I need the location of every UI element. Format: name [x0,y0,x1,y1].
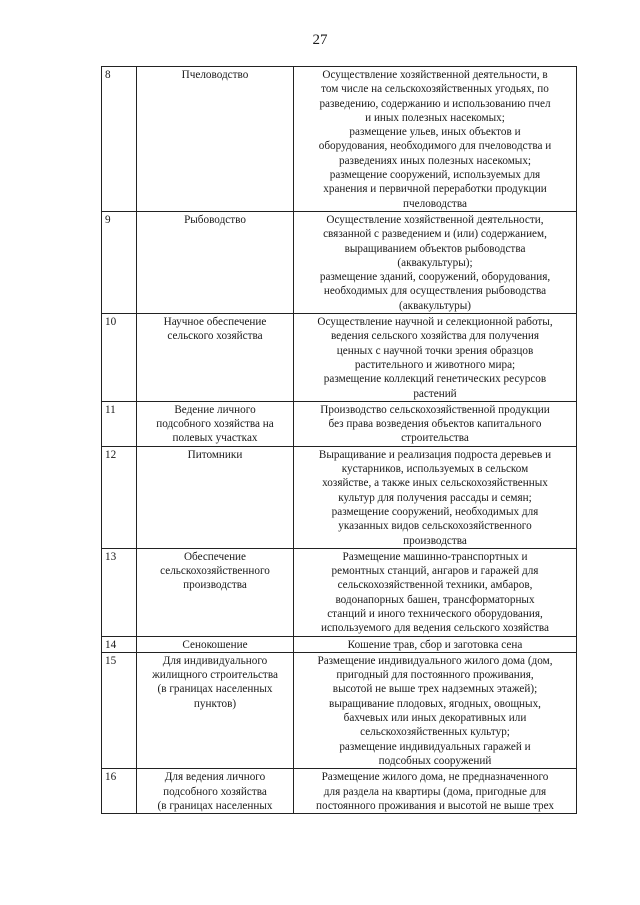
description-line: культур для получения рассады и семян; [338,491,532,504]
description-line: Размещение машинно-транспортных и [342,550,528,563]
land-use-name [137,636,294,652]
land-use-name [137,67,294,212]
land-use-name-line: пунктов) [193,697,237,710]
description-line: пригодный для постоянного проживания, [336,669,534,682]
description-line: размещение зданий, сооружений, оборудования, [319,271,551,284]
table-row [102,548,577,636]
description-line: постоянного проживания и высотой не выше трех [315,799,555,812]
description-line: необходимых для осуществления рыбоводства [323,285,547,298]
description-line: станций и иного технического оборудования, [327,607,543,620]
table-row [102,446,577,548]
table-row [102,401,577,446]
row-number: 16 [102,769,137,814]
land-use-name-line: Для ведения личного [164,771,266,784]
description-line: растительного и животного мира; [354,358,516,371]
table-row [102,211,577,313]
land-use-name-line: полевых участках [172,432,258,445]
table-row [102,636,577,652]
description-line: ремонтных станций, ангаров и гаражей для [331,565,539,578]
land-use-description [294,211,577,313]
land-use-description [294,652,577,768]
description-line: Осуществление научной и селекционной работы, [317,316,553,329]
land-use-name [137,548,294,636]
description-line: без права возведения объектов капитального [328,418,542,431]
land-use-name-line: Питомники [187,448,243,461]
description-line: используемого для ведения сельского хозяйства [320,622,549,635]
land-use-name [137,401,294,446]
row-number: 11 [102,401,137,446]
description-line: кустарников, используемых в сельском [341,463,529,476]
description-line: выращиванием объектов рыбоводства [344,242,526,255]
row-number: 10 [102,314,137,402]
description-line: ценных с научной точки зрения образцов [336,344,534,357]
land-use-name-line: подсобного хозяйства [163,785,267,798]
description-line: (аквакультуры); [397,256,473,269]
description-line: Выращивание и реализация подроста деревьев и [318,448,552,461]
land-use-name-line: Ведение личного [174,403,256,416]
row-number: 15 [102,652,137,768]
description-line: размещение сооружений, используемых для [329,169,541,182]
description-line: том числе на сельскохозяйственных угодьях, по [321,83,549,96]
land-use-table [101,66,577,814]
description-line: производства [403,534,467,547]
land-use-name [137,446,294,548]
row-number: 9 [102,211,137,313]
land-use-name [137,769,294,814]
table-row [102,769,577,814]
description-line: сельскохозяйственной техники, амбаров, [337,579,533,592]
land-use-description [294,636,577,652]
description-line: растений [413,387,457,400]
land-use-description [294,401,577,446]
land-use-description [294,548,577,636]
description-line: оборудования, необходимого для пчеловодства и [318,140,552,153]
description-line: Кошение трав, сбор и заготовка сена [347,638,523,651]
row-number: 12 [102,446,137,548]
description-line: Осуществление хозяйственной деятельности, в [322,69,548,81]
row-number: 14 [102,636,137,652]
description-line: Размещение жилого дома, не предназначенного [321,771,549,784]
page-number: 27 [312,32,328,48]
description-line: и иных полезных насекомых; [365,111,505,124]
land-use-description [294,314,577,402]
description-line: разведениях иных полезных насекомых; [338,154,532,167]
row-number: 13 [102,548,137,636]
land-use-name-line: Пчеловодство [181,69,249,81]
description-line: связанной с разведением и (или) содержанием, [323,228,547,241]
row-number: 8 [102,67,137,212]
description-line: выращивание плодовых, ягодных, овощных, [329,697,541,710]
description-line: (аквакультуры) [398,299,472,312]
land-use-name-line: Для индивидуального [162,654,268,667]
land-use-name-line: (в границах населенных [157,683,273,696]
land-use-description [294,769,577,814]
land-use-name-line: Рыбоводство [184,213,246,226]
land-use-name-line: производства [183,579,247,592]
description-line: размещение коллекций генетических ресурсов [323,373,547,386]
land-use-name-line: подсобного хозяйства на [156,418,274,431]
land-use-name-line: жилищного строительства [152,669,278,682]
description-line: Осуществление хозяйственной деятельности, [326,213,544,226]
description-line: Размещение индивидуального жилого дома (дом, [317,654,553,667]
description-line: ведения сельского хозяйства для получения [330,330,540,343]
table-row [102,67,577,212]
description-line: бахчевых или иных декоративных или [343,712,527,725]
table-body [102,67,577,814]
land-use-name-line: сельского хозяйства [167,330,263,343]
land-use-name-line: Сенокошение [182,638,248,651]
description-line: разведению, содержанию и использованию пчел [319,97,551,110]
description-line: строительства [401,432,469,445]
land-use-name-line: Научное обеспечение [163,316,267,329]
description-line: сельскохозяйственных культур; [360,726,510,739]
description-line: пчеловодства [403,197,467,210]
description-line: размещение ульев, иных объектов и [349,126,521,139]
land-use-description [294,67,577,212]
description-line: размещение сооружений, необходимых для [331,505,539,518]
table-row [102,652,577,768]
description-line: высотой не выше трех надземных этажей); [332,683,538,696]
description-line: водонапорных башен, трансформаторных [335,593,535,606]
description-line: для раздела на квартиры (дома, пригодные для [323,785,547,798]
land-use-name-line: Обеспечение [183,550,247,563]
land-use-name [137,652,294,768]
land-use-name [137,314,294,402]
description-line: указанных видов сельскохозяйственного [338,520,532,533]
table-row [102,314,577,402]
land-use-name-line: (в границах населенных [157,799,273,812]
description-line: хранения и первичной переработки продукции [323,183,547,196]
description-line: подсобных сооружений [378,754,492,767]
description-line: размещение индивидуальных гаражей и [339,740,531,753]
land-use-description [294,446,577,548]
land-use-name [137,211,294,313]
land-use-name-line: сельскохозяйственного [160,565,270,578]
description-line: хозяйстве, а также иных сельскохозяйственных [322,477,548,490]
description-line: Производство сельскохозяйственной продукции [320,403,550,416]
